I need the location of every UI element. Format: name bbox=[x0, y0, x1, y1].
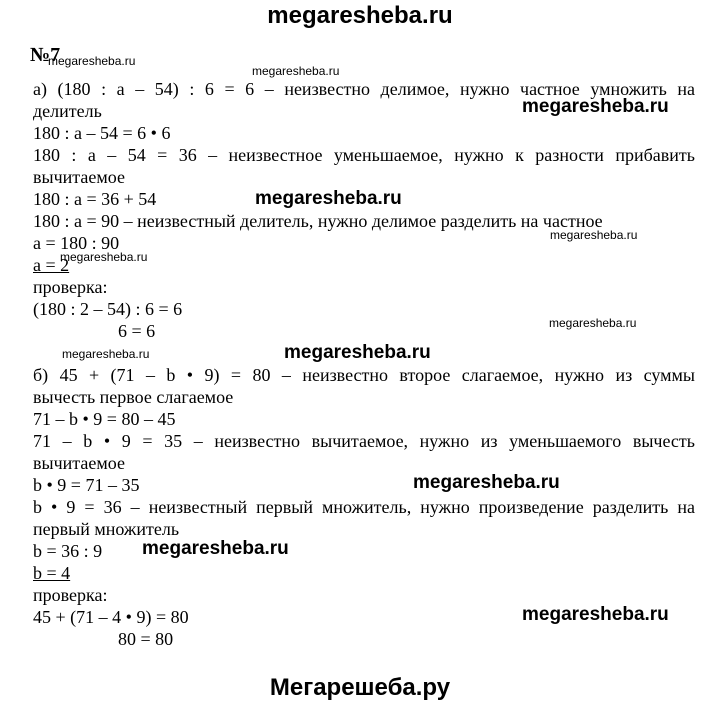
watermark: megaresheba.ru bbox=[284, 342, 431, 363]
watermark: megaresheba.ru bbox=[60, 250, 148, 264]
task-number: №7 bbox=[30, 44, 61, 66]
solution-line: б) 45 + (71 – b • 9) = 80 – неизвестно второе слагаемое, нужно из суммы bbox=[33, 365, 695, 385]
solution-line: вычитаемое bbox=[33, 167, 125, 187]
solution-line: 180 : а = 90 – неизвестный делитель, нужно делимое разделить на частное bbox=[33, 211, 603, 231]
watermark: megaresheba.ru bbox=[413, 472, 560, 493]
watermark: megaresheba.ru bbox=[549, 316, 637, 330]
solution-line: b • 9 = 71 – 35 bbox=[33, 475, 140, 495]
solution-line: а) (180 : а – 54) : 6 = 6 – неизвестно делимое, нужно частное умножить на bbox=[33, 79, 695, 99]
solution-line: первый множитель bbox=[33, 519, 180, 539]
solution-answer: b = 4 bbox=[33, 563, 71, 583]
site-header: megaresheba.ru bbox=[267, 2, 453, 29]
watermark: megaresheba.ru bbox=[522, 604, 669, 625]
watermark: megaresheba.ru bbox=[522, 96, 669, 117]
solution-line: 71 – b • 9 = 80 – 45 bbox=[33, 409, 176, 429]
watermark: megaresheba.ru bbox=[550, 228, 638, 242]
solution-line: вычесть первое слагаемое bbox=[33, 387, 234, 407]
check-label: проверка: bbox=[33, 277, 108, 297]
solution-line: а = 180 : 90 bbox=[33, 233, 120, 253]
solution-answer: а = 2 bbox=[33, 255, 70, 275]
watermark: megaresheba.ru bbox=[142, 538, 289, 559]
check-label: проверка: bbox=[33, 585, 108, 605]
solution-line: (180 : 2 – 54) : 6 = 6 bbox=[33, 299, 183, 319]
watermark: megaresheba.ru bbox=[252, 64, 340, 78]
watermark: megaresheba.ru bbox=[62, 347, 150, 361]
solution-line: 80 = 80 bbox=[118, 629, 174, 649]
solution-line: 180 : а = 36 + 54 bbox=[33, 189, 157, 209]
watermark: megaresheba.ru bbox=[255, 188, 402, 209]
solution-line: делитель bbox=[33, 101, 102, 121]
solution-line: 71 – b • 9 = 35 – неизвестно вычитаемое, нужно из уменьшаемого вычесть bbox=[33, 431, 695, 451]
solution-line: вычитаемое bbox=[33, 453, 125, 473]
solution-line: 180 : а – 54 = 36 – неизвестное уменьшаемое, нужно к разности прибавить bbox=[33, 145, 695, 165]
site-footer: Мегарешеба.ру bbox=[269, 674, 451, 701]
solution-line: 6 = 6 bbox=[118, 321, 156, 341]
solution-line: b = 36 : 9 bbox=[33, 541, 103, 561]
solution-line: 45 + (71 – 4 • 9) = 80 bbox=[33, 607, 189, 627]
solution-line: 180 : а – 54 = 6 • 6 bbox=[33, 123, 171, 143]
solution-line: b • 9 = 36 – неизвестный первый множитель, нужно произведение разделить на bbox=[33, 497, 695, 517]
watermark: megaresheba.ru bbox=[48, 54, 136, 68]
